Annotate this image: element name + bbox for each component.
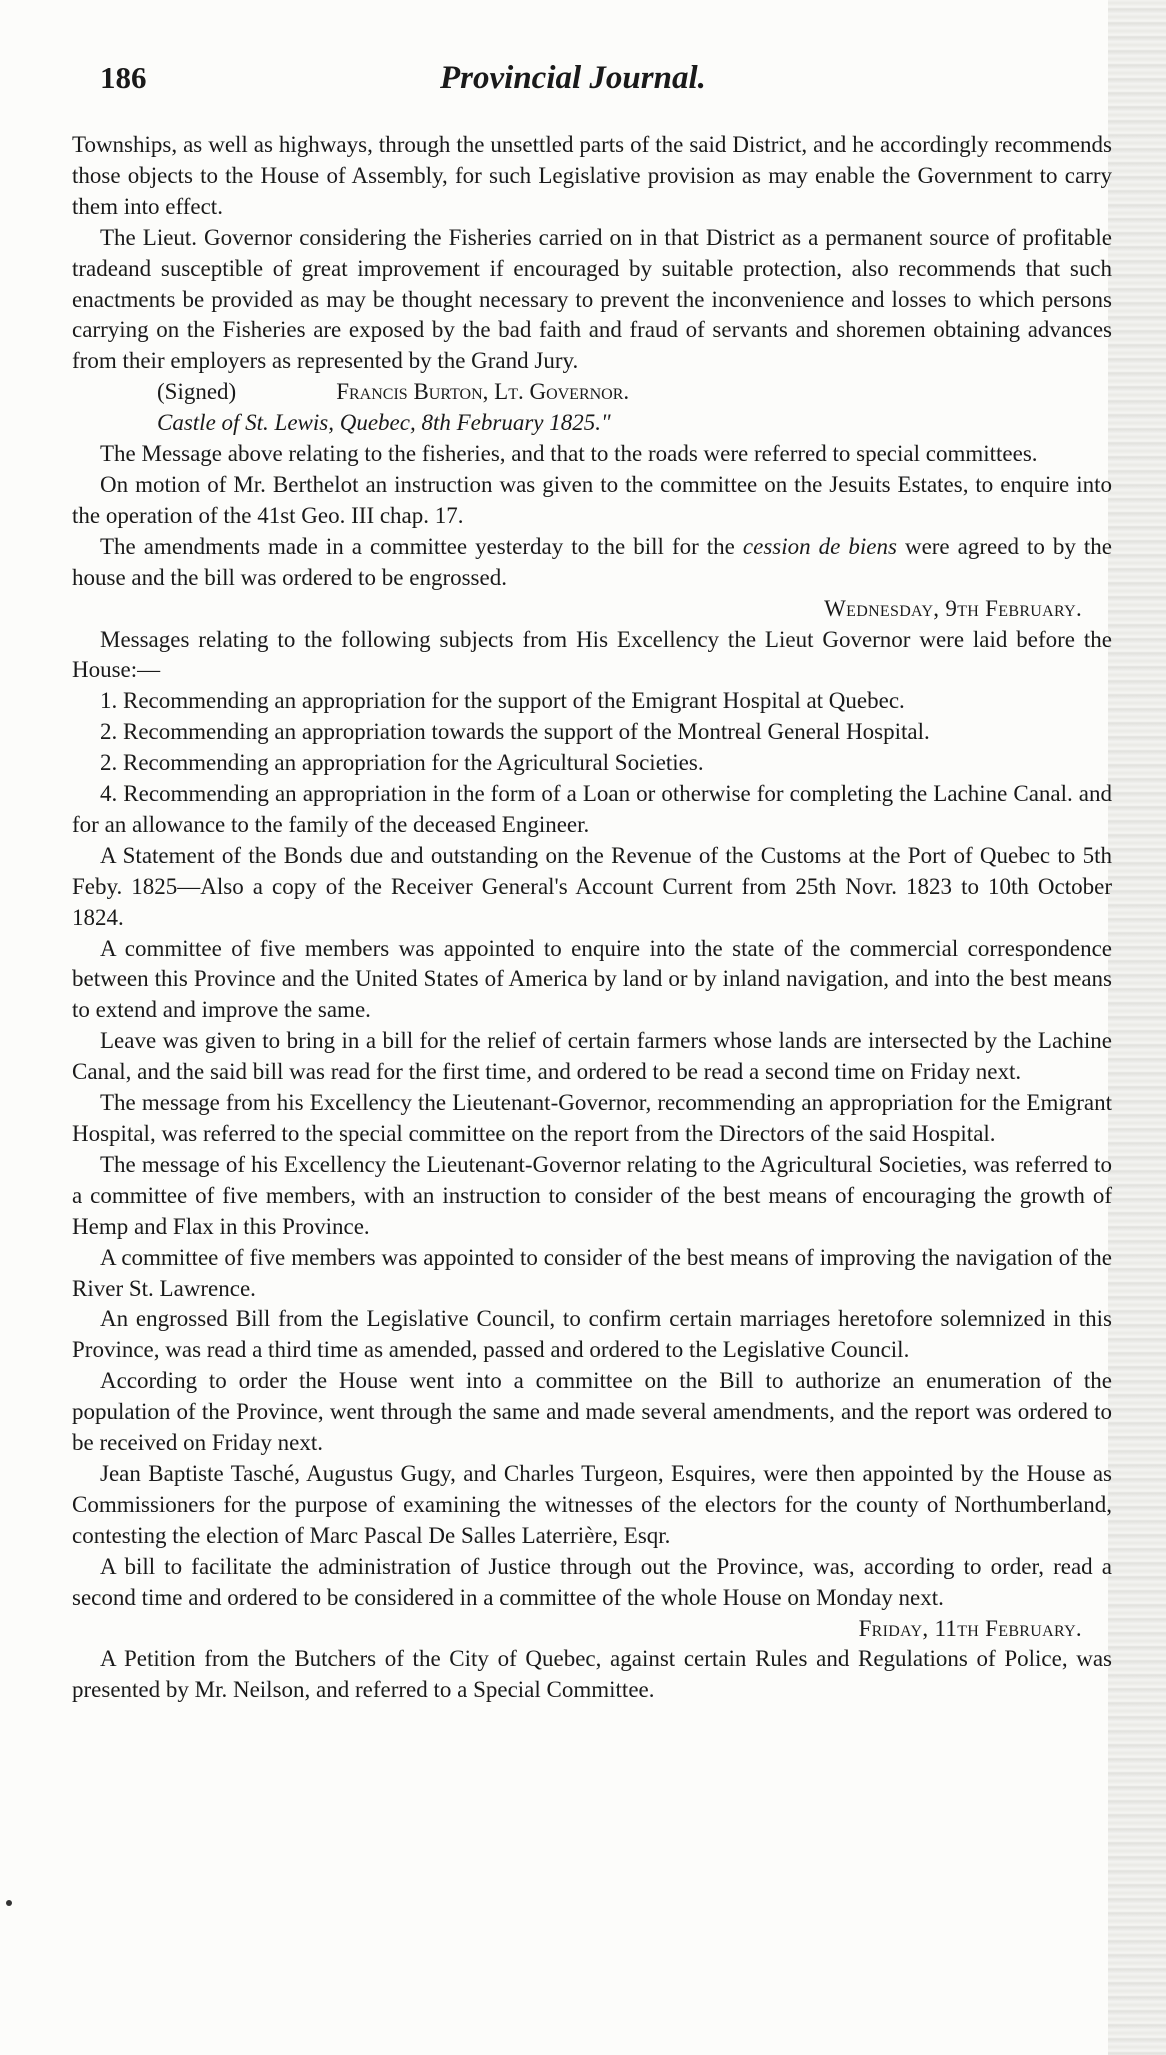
paragraph: A committee of five members was appointed to enquire into the state of the commercial correspondence between this Province and the United States of America by land or by inland navigation, and into the best means to extend and improve the same. xyxy=(72,935,1112,1023)
signature-line xyxy=(72,377,1112,408)
list-item: 1. Recommending an appropriation for the support of the Emigrant Hospital at Quebec. xyxy=(100,688,905,714)
page-header xyxy=(100,60,1100,104)
signed-label: (Signed) xyxy=(157,379,237,405)
paragraph: The message from his Excellency the Lieutenant-Governor, recommending an appropriation for the Emigrant Hospital, was referred to the special committee on the report from the Directors of the said Hospital. xyxy=(72,1090,1112,1146)
body-text xyxy=(72,130,1112,1706)
list-item: 4. Recommending an appropriation in the form of a Loan or otherwise for completing the Lachine Canal. and for an allowance to the family of the deceased Engineer. xyxy=(72,781,1112,837)
page-edge-shadow xyxy=(1108,0,1166,2055)
ink-speck xyxy=(6,1900,12,1906)
list-item: 2. Recommending an appropriation towards the support of the Montreal General Hospital. xyxy=(100,719,930,745)
paragraph: A Petition from the Butchers of the City of Quebec, against certain Rules and Regulations of Police, was presented by Mr. Neilson, and referred to a Special Committee. xyxy=(72,1646,1112,1703)
paragraph: A Statement of the Bonds due and outstanding on the Revenue of the Customs at the Port of Quebec to 5th Feby. 1825—Also a copy of the Receiver General's Account Current from 25th Novr. 1823 to 10th October 1824. xyxy=(72,842,1112,930)
paragraph: The Message above relating to the fisheries, and that to the roads were referred to special committees. xyxy=(100,441,1038,467)
page-number: 186 xyxy=(100,60,147,95)
paragraph: An engrossed Bill from the Legislative Council, to confirm certain marriages heretofore solemnized in this Province, was read a third time as amended, passed and ordered to the Legislative Council. xyxy=(72,1306,1112,1363)
paragraph: A bill to facilitate the administration of Justice through out the Province, was, according to order, read a second time and ordered to be considered in a committee of the whole House on Monday next. xyxy=(72,1553,1112,1610)
paragraph: The Lieut. Governor considering the Fisheries carried on in that District as a permanent source of profitable tradeand susceptible of great improvement if encouraged by suitable protection, also recommends that such enactments be provided as may be thought necessary to prevent the inconvenience and losses to which persons carrying on the Fisheries are exposed by the bad faith and fraud of servants and shoremen obtaining advances from their employers as represented by the Grand Jury. xyxy=(72,224,1112,374)
date-heading-friday: Friday, 11th February. xyxy=(858,1615,1082,1641)
paragraph: Messages relating to the following subjects from His Excellency the Lieut Governor were laid before the House:— xyxy=(72,626,1112,683)
running-head: Provincial Journal. xyxy=(440,60,706,96)
list-item: 2. Recommending an appropriation for the Agricultural Societies. xyxy=(100,750,704,776)
paragraph: The message of his Excellency the Lieutenant-Governor relating to the Agricultural Societies, was referred to a committee of five members, with an instruction to consider of the best means of encouraging the growth of Hemp and Flax in this Province. xyxy=(72,1151,1112,1239)
paragraph: A committee of five members was appointed to consider of the best means of improving the navigation of the River St. Lawrence. xyxy=(72,1244,1112,1301)
signatory-name: Francis Burton, Lt. Governor. xyxy=(336,379,630,405)
paragraph: Townships, as well as highways, through the unsettled parts of the said District, and he accordingly recommends those objects to the House of Assembly, for such Legislative provision as may enable the Government to carry them into effect. xyxy=(72,132,1112,219)
paragraph xyxy=(72,532,1112,594)
paragraph-text: were agreed to by the house and the bill was ordered to be engrossed. xyxy=(72,533,1112,590)
paragraph-text: The amendments made in a committee yesterday to the bill for the xyxy=(100,533,743,559)
paragraph: On motion of Mr. Berthelot an instruction was given to the committee on the Jesuits Estates, to enquire into the operation of the 41st Geo. III chap. 17. xyxy=(72,471,1112,528)
dateline: Castle of St. Lewis, Quebec, 8th February 1825." xyxy=(157,410,611,436)
paragraph: According to order the House went into a committee on the Bill to authorize an enumeration of the population of the Province, went through the same and made several amendments, and the report was ordered to be received on Friday next. xyxy=(72,1368,1112,1456)
paragraph-italic-term: cession de biens xyxy=(742,533,897,559)
paragraph: Jean Baptiste Tasché, Augustus Gugy, and Charles Turgeon, Esquires, were then appointed by the House as Commissioners for the purpose of examining the witnesses of the electors for the county of Northumberland, contesting the election of Marc Pascal De Salles Laterrière, Esqr. xyxy=(72,1460,1112,1548)
date-heading-wednesday: Wednesday, 9th February. xyxy=(824,595,1082,621)
paragraph: Leave was given to bring in a bill for the relief of certain farmers whose lands are intersected by the Lachine Canal, and the said bill was read for the first time, and ordered to be read a second time on Friday next. xyxy=(72,1028,1112,1085)
